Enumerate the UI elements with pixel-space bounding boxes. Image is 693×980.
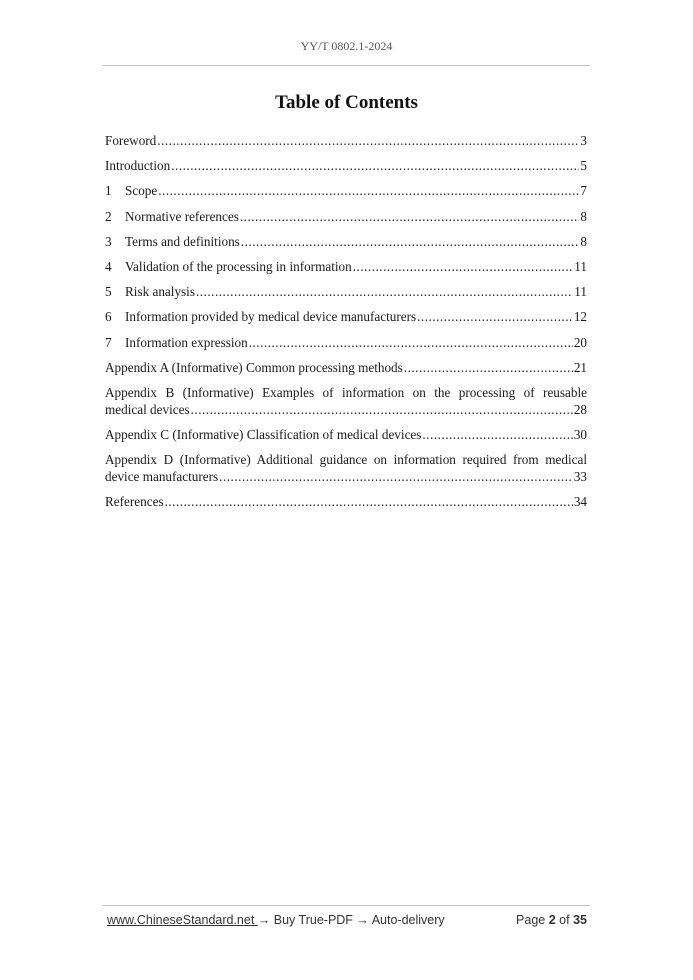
toc-section-number: 2 (105, 208, 112, 224)
page-title: Table of Contents (275, 92, 418, 113)
toc-leader-dots (422, 426, 572, 444)
toc-leader-dots (240, 208, 580, 226)
toc-page-number: 28 (573, 401, 587, 417)
toc-section-number: 7 (105, 334, 112, 350)
toc-label: Appendix A (Informative) Common processing methods (105, 359, 403, 375)
total-pages: 35 (573, 913, 587, 927)
document-number-header: YY/T 0802.1-2024 (300, 39, 393, 53)
toc-label: Information expression (125, 334, 248, 350)
toc-label: Appendix C (Informative) Classification of medical devices (105, 426, 422, 442)
toc-entry-appendix-b[interactable] (105, 381, 587, 423)
toc-label: Terms and definitions (125, 233, 240, 249)
toc-page-number: 7 (580, 183, 587, 199)
toc-label-line2: medical devices (105, 401, 190, 417)
header-divider (103, 65, 590, 66)
toc-entry-scope[interactable] (105, 179, 587, 204)
page-footer (107, 913, 587, 931)
toc-entry-appendix-c[interactable] (105, 423, 587, 448)
toc-leader-dots (158, 182, 579, 200)
toc-entry-information-expression[interactable] (105, 331, 587, 356)
footer-divider (103, 905, 590, 906)
toc-label: Scope (125, 183, 158, 199)
toc-section-number: 3 (105, 233, 112, 249)
toc-page-number: 30 (573, 426, 587, 442)
toc-label: Introduction (105, 158, 171, 174)
site-link[interactable]: www.ChineseStandard.net (107, 913, 258, 927)
table-of-contents (105, 129, 587, 515)
toc-page-number: 11 (574, 284, 587, 300)
toc-page-number: 20 (573, 334, 587, 350)
toc-page-number: 8 (580, 208, 587, 224)
toc-leader-dots (417, 308, 573, 326)
toc-leader-dots (191, 401, 573, 418)
page-indicator (516, 913, 587, 927)
footer-promo (107, 913, 445, 927)
toc-label-line1: Appendix B (Informative) Examples of information on the processing of reusable (105, 384, 587, 400)
current-page: 2 (548, 913, 556, 927)
toc-leader-dots (353, 258, 574, 276)
toc-label: Information provided by medical device manufacturers (125, 309, 417, 325)
toc-leader-dots (196, 283, 573, 301)
toc-page-number: 8 (580, 233, 587, 249)
toc-page-number: 21 (573, 359, 587, 375)
toc-leader-dots (249, 334, 573, 352)
toc-label: Risk analysis (125, 284, 195, 300)
toc-entry-appendix-a[interactable] (105, 356, 587, 381)
toc-label: Validation of the processing in information (125, 258, 352, 274)
toc-leader-dots (404, 359, 573, 377)
toc-leader-dots (171, 157, 579, 175)
toc-leader-dots (219, 468, 573, 485)
promo-text: → Buy True-PDF → Auto-delivery (257, 913, 445, 927)
toc-page-number: 11 (574, 258, 587, 274)
toc-page-number: 33 (573, 469, 587, 485)
of-word: of (559, 913, 570, 927)
toc-label: Foreword (105, 133, 157, 148)
toc-entry-introduction[interactable] (105, 154, 587, 179)
toc-label-line1: Appendix D (Informative) Additional guidance on information required from medical (105, 452, 587, 468)
toc-section-number: 4 (105, 258, 112, 274)
toc-entry-risk-analysis[interactable] (105, 280, 587, 305)
toc-entry-manufacturer-information[interactable] (105, 305, 587, 330)
toc-label: References (105, 494, 164, 510)
toc-leader-dots (241, 233, 580, 251)
toc-entry-foreword[interactable] (105, 129, 587, 154)
toc-section-number: 5 (105, 284, 112, 300)
toc-entry-appendix-d[interactable] (105, 448, 587, 490)
toc-leader-dots (157, 132, 579, 150)
toc-label: Normative references (125, 208, 239, 224)
toc-page-number: 3 (580, 133, 587, 148)
toc-entry-references[interactable] (105, 490, 587, 515)
toc-section-number: 6 (105, 309, 112, 325)
toc-label-line2: device manufacturers (105, 469, 219, 485)
page-word: Page (516, 913, 546, 927)
toc-entry-validation[interactable] (105, 255, 587, 280)
toc-page-number: 5 (580, 158, 587, 174)
toc-section-number: 1 (105, 183, 112, 199)
toc-entry-terms-and-definitions[interactable] (105, 230, 587, 255)
toc-entry-normative-references[interactable] (105, 205, 587, 230)
toc-page-number: 12 (573, 309, 587, 325)
toc-leader-dots (165, 493, 573, 511)
toc-page-number: 34 (573, 494, 587, 510)
